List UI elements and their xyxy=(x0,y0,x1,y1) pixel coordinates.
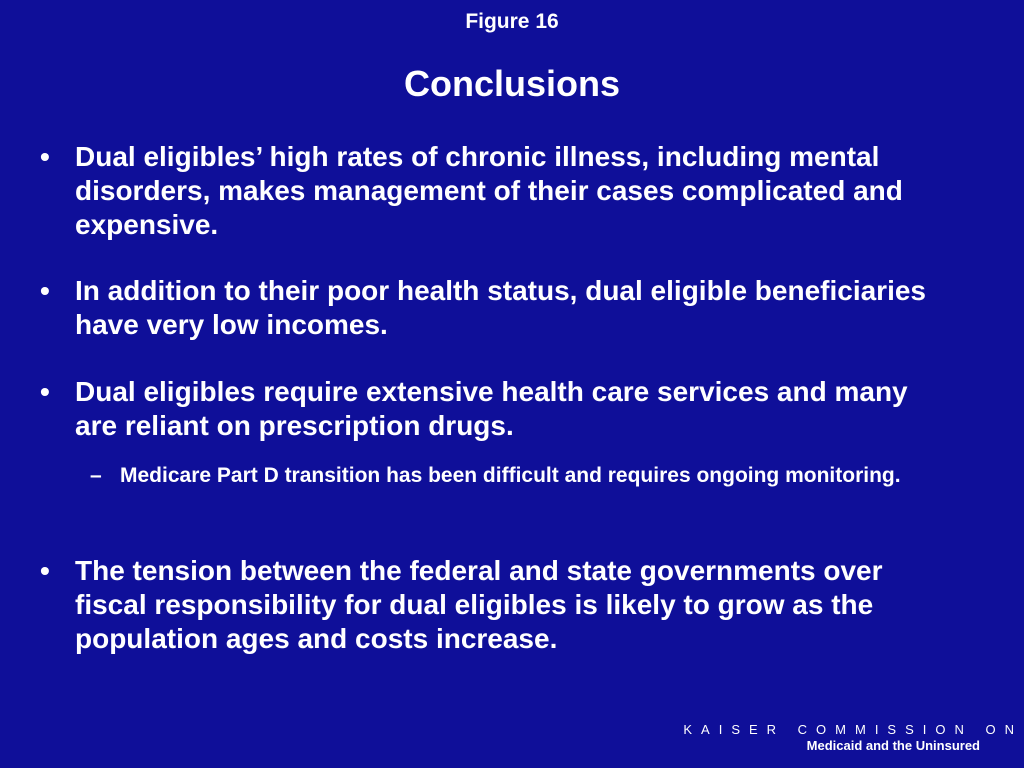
sub-bullet-text: Medicare Part D transition has been difficult and requires ongoing monitoring. xyxy=(120,464,901,487)
bullet-marker: • xyxy=(40,141,50,172)
footer-branding xyxy=(683,722,1023,754)
bullet-text: Dual eligibles’ high rates of chronic illness, including mental disorders, makes management of their cases complicated and expensive. xyxy=(75,141,903,240)
slide-title: Conclusions xyxy=(403,63,621,104)
bullet-text: In addition to their poor health status, dual eligible beneficiaries have very low incomes. xyxy=(75,275,927,340)
footer-line-2: Medicaid and the Uninsured xyxy=(806,738,980,753)
bullet-text: Dual eligibles require extensive health care services and many are reliant on prescription drugs. xyxy=(75,376,908,441)
footer-line-1: KAISER COMMISSION ON xyxy=(683,722,1023,737)
bullet-marker: • xyxy=(40,275,50,306)
figure-label: Figure 16 xyxy=(465,10,559,33)
bullet-marker: • xyxy=(40,555,50,586)
sub-bullet-marker: – xyxy=(90,464,102,487)
bullet-text: The tension between the federal and state governments over fiscal responsibility for dual eligibles is likely to grow as the population ages and costs increase. xyxy=(75,555,883,654)
bullet-marker: • xyxy=(40,376,50,407)
